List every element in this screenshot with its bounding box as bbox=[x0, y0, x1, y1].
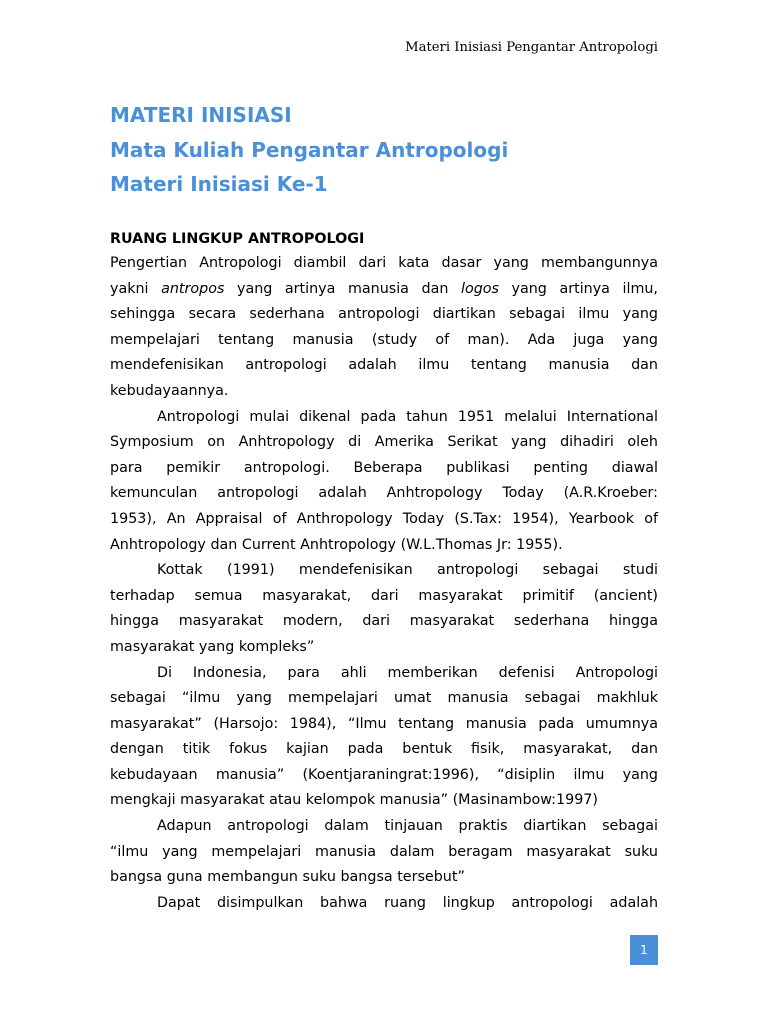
document-titles bbox=[110, 98, 658, 202]
paragraph-line: Dapat disimpulkan bahwa ruang lingkup antropologi adalah bbox=[157, 894, 658, 911]
paragraph-line: sehingga secara sederhana antropologi diartikan sebagai ilmu yang bbox=[110, 306, 658, 323]
paragraph-line: dengan titik fokus kajian pada bentuk fisik, masyarakat, dan bbox=[110, 741, 658, 758]
paragraph-line: masyarakat yang kompleks” bbox=[110, 638, 315, 655]
paragraph-line: kebudayaannya. bbox=[110, 382, 229, 399]
paragraph-line: mendefenisikan antropologi adalah ilmu tentang manusia dan bbox=[110, 357, 658, 374]
paragraph-line: Adapun antropologi dalam tinjauan praktis diartikan sebagai bbox=[157, 818, 658, 835]
text-run: yang artinya manusia dan bbox=[224, 280, 461, 297]
paragraph-line: Antropologi mulai dikenal pada tahun 1951 melalui International bbox=[157, 408, 658, 425]
document-title: MATERI INISIASI bbox=[110, 103, 292, 127]
paragraph-line: mengkaji masyarakat atau kelompok manusia” (Masinambow:1997) bbox=[110, 792, 598, 809]
text-run: yang artinya ilmu, bbox=[498, 280, 658, 297]
paragraph-line: para pemikir antropologi. Beberapa publikasi penting diawal bbox=[110, 459, 658, 476]
paragraph-line: Pengertian Antropologi diambil dari kata dasar yang membangunnya bbox=[110, 255, 658, 271]
paragraph-line: hingga masyarakat modern, dari masyarakat sederhana hingga bbox=[110, 613, 658, 630]
paragraph-line: Anhtropology dan Current Anhtropology (W.L.Thomas Jr: 1955). bbox=[110, 536, 563, 553]
paragraph-line: Kottak (1991) mendefenisikan antropologi sebagai studi bbox=[157, 562, 658, 579]
paragraph-line: masyarakat” (Harsojo: 1984), “Ilmu tentang manusia pada umumnya bbox=[110, 715, 658, 732]
paragraph-line: “ilmu yang mempelajari manusia dalam beragam masyarakat suku bbox=[110, 843, 658, 860]
paragraph-line bbox=[110, 277, 658, 303]
paragraph-line: terhadap semua masyarakat, dari masyarakat primitif (ancient) bbox=[110, 587, 658, 604]
paragraph-line: Symposium on Anhtropology di Amerika Serikat yang dihadiri oleh bbox=[110, 434, 658, 451]
document-body bbox=[110, 251, 658, 916]
italic-term-logos: logos bbox=[460, 280, 499, 297]
italic-term-antropos: antropos bbox=[161, 280, 225, 297]
text-run: yakni bbox=[110, 280, 162, 297]
running-header: Materi Inisiasi Pengantar Antropologi bbox=[405, 40, 658, 55]
session-title: Materi Inisiasi Ke-1 bbox=[110, 172, 328, 196]
section-heading: RUANG LINGKUP ANTROPOLOGI bbox=[110, 231, 365, 247]
paragraph-line: sebagai “ilmu yang mempelajari umat manusia sebagai makhluk bbox=[110, 690, 658, 707]
paragraph-line: 1953), An Appraisal of Anthropology Today (S.Tax: 1954), Yearbook of bbox=[110, 510, 658, 527]
page-number-badge: 1 bbox=[630, 935, 658, 965]
course-title: Mata Kuliah Pengantar Antropologi bbox=[110, 137, 509, 162]
paragraph-line: Di Indonesia, para ahli memberikan defenisi Antropologi bbox=[157, 664, 658, 681]
paragraph-line: bangsa guna membangun suku bangsa tersebut” bbox=[110, 869, 465, 886]
paragraph-line: kebudayaan manusia” (Koentjaraningrat:1996), “disiplin ilmu yang bbox=[110, 766, 658, 783]
paragraph-line: mempelajari tentang manusia (study of man). Ada juga yang bbox=[110, 331, 658, 348]
paragraph-line: kemunculan antropologi adalah Anhtropology Today (A.R.Kroeber: bbox=[110, 485, 658, 502]
